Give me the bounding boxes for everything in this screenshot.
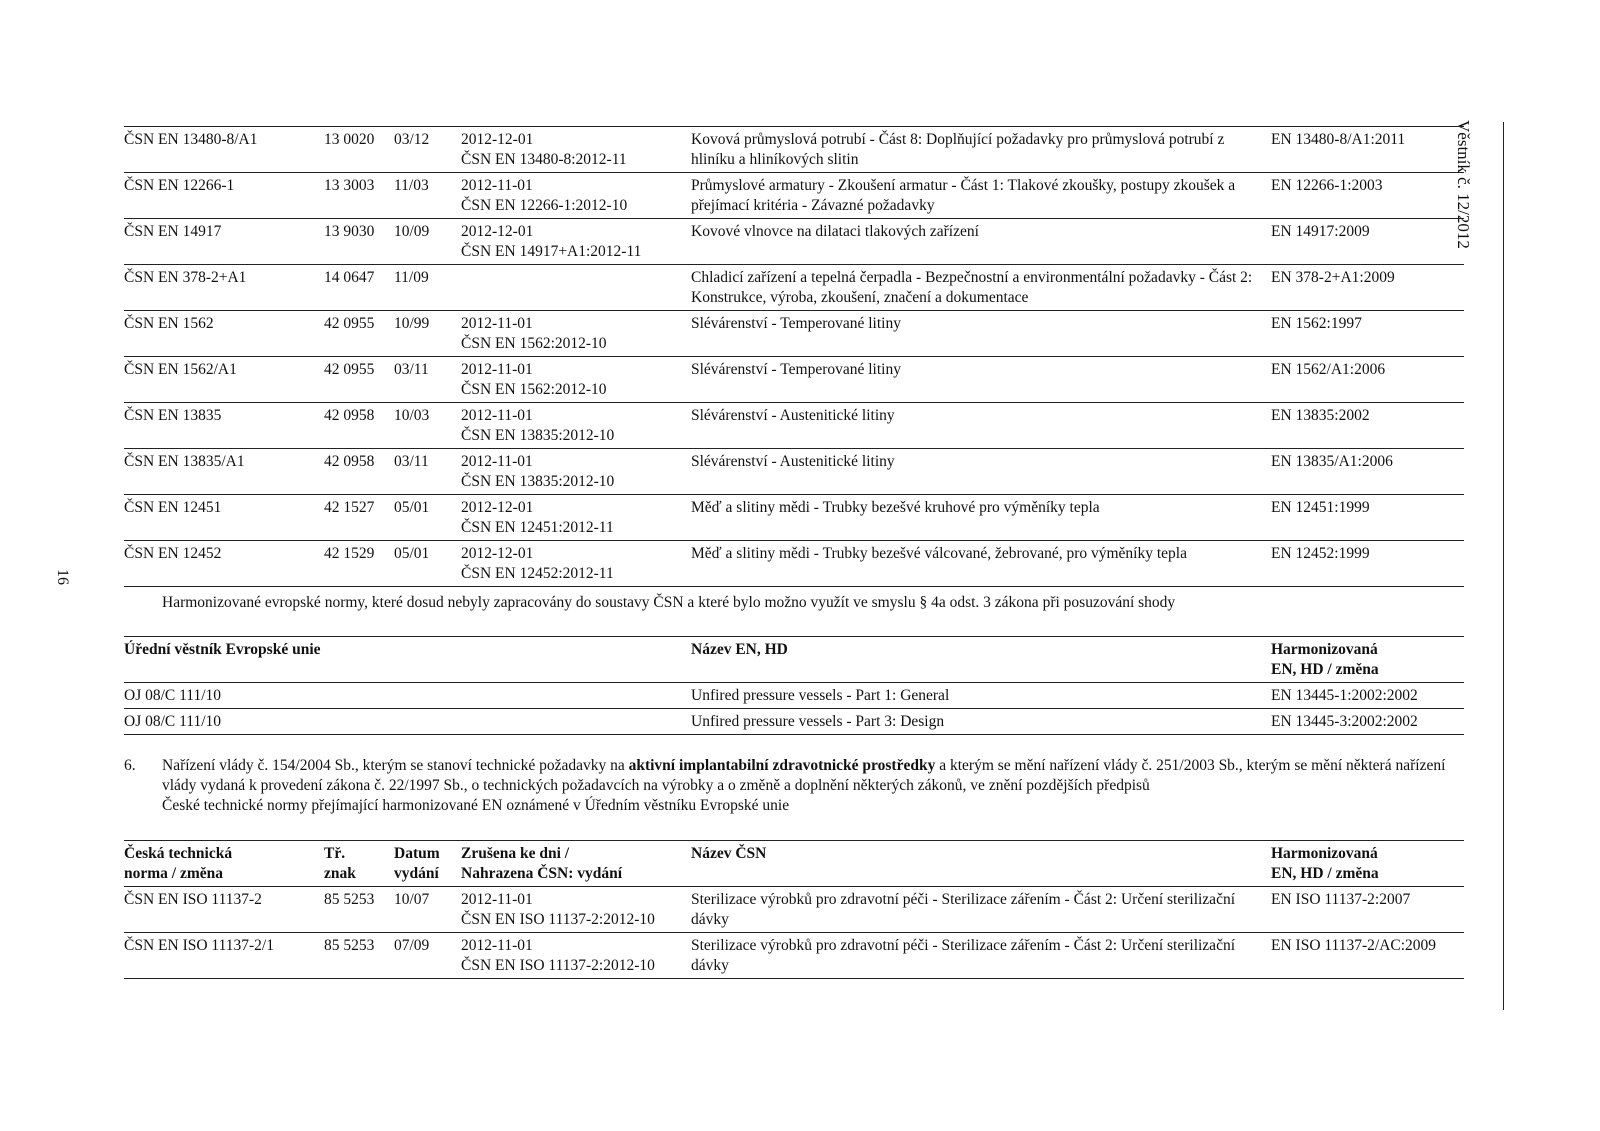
harmonized-cell: EN ISO 11137-2:2007 [1271, 887, 1464, 933]
class-cell: 85 5253 [324, 933, 394, 979]
header-harmonized: Harmonizovaná EN, HD / změna [1271, 841, 1464, 887]
bottom-table-header [124, 841, 1464, 887]
table-row [124, 265, 1464, 311]
class-cell: 13 3003 [324, 173, 394, 219]
bottom-table-body [124, 887, 1464, 979]
section-6-subtitle: České technické normy přejímající harmonizované EN oznámené v Úředním věstníku Evropské unie [162, 797, 790, 814]
table-row [124, 449, 1464, 495]
date-cell: 10/07 [394, 887, 461, 933]
title-cell: Sterilizace výrobků pro zdravotní péči - Sterilizace zářením - Část 2: Určení sterilizační dávky [691, 887, 1271, 933]
oj-header-title: Název EN, HD [691, 637, 1271, 683]
section-number: 6. [124, 757, 136, 774]
header-class: Tř. znak [324, 841, 394, 887]
page-number: 16 [54, 569, 71, 585]
table-row [124, 219, 1464, 265]
norm-cell: ČSN EN 13835 [124, 403, 324, 449]
date-cell: 03/12 [394, 127, 461, 173]
oj-table-body [124, 683, 1464, 735]
table-row [124, 173, 1464, 219]
oj-table [124, 636, 1464, 735]
cancel-cell [461, 449, 691, 495]
cancel-cell [461, 541, 691, 587]
norm-cell: ČSN EN 12452 [124, 541, 324, 587]
journal-cell: OJ 08/C 111/10 [124, 709, 691, 735]
title-cell: Slévárenství - Temperované litiny [691, 357, 1271, 403]
title-cell: Slévárenství - Temperované litiny [691, 311, 1271, 357]
harmonized-cell: EN 12451:1999 [1271, 495, 1464, 541]
class-cell: 13 0020 [324, 127, 394, 173]
norm-cell: ČSN EN ISO 11137-2/1 [124, 933, 324, 979]
norm-cell: ČSN EN 378-2+A1 [124, 265, 324, 311]
cancel-date: 2012-11-01 [461, 407, 533, 424]
cancel-date: 2012-12-01 [461, 499, 534, 516]
date-cell: 11/03 [394, 173, 461, 219]
cancel-cell [461, 127, 691, 173]
title-cell: Průmyslové armatury - Zkoušení armatur - Část 1: Tlakové zkoušky, postupy zkoušek a přejímací kritéria - Závazné požadavky [691, 173, 1271, 219]
harmonized-cell: EN 13835:2002 [1271, 403, 1464, 449]
title-cell: Měď a slitiny mědi - Trubky bezešvé válcované, žebrované, pro výměníky tepla [691, 541, 1271, 587]
table-row [124, 541, 1464, 587]
cancel-cell [461, 265, 691, 311]
date-cell: 10/03 [394, 403, 461, 449]
cancel-cell [461, 219, 691, 265]
oj-header-harmonized: Harmonizovaná EN, HD / změna [1271, 637, 1464, 683]
table-row [124, 127, 1464, 173]
title-cell: Sterilizace výrobků pro zdravotní péči - Sterilizace zářením - Část 2: Určení sterilizační dávky [691, 933, 1271, 979]
harmonized-cell: EN ISO 11137-2/AC:2009 [1271, 933, 1464, 979]
class-cell: 42 0958 [324, 449, 394, 495]
title-cell: Unfired pressure vessels - Part 1: General [691, 683, 1271, 709]
table-row [124, 403, 1464, 449]
standards-table-top [124, 126, 1464, 587]
class-cell: 85 5253 [324, 887, 394, 933]
class-cell: 42 1529 [324, 541, 394, 587]
cancel-cell [461, 495, 691, 541]
replaced-by: ČSN EN 13480-8:2012-11 [461, 151, 627, 168]
norm-cell: ČSN EN 13480-8/A1 [124, 127, 324, 173]
journal-cell: OJ 08/C 111/10 [124, 683, 691, 709]
norm-cell: ČSN EN 12451 [124, 495, 324, 541]
replaced-by: ČSN EN 12266-1:2012-10 [461, 197, 628, 214]
header-norm: Česká technická norma / změna [124, 841, 324, 887]
section-6-text-after: a kterým se mění nařízení vlády č. 251/2003 Sb., kterým se mění některá nařízení vlády vydaná k provedení zákona č. 22/1997 Sb., o technických požadavcích na výrobky a o změně a doplnění některých zákonů, ve znění pozdějších předpisů [162, 757, 1446, 794]
cancel-date: 2012-12-01 [461, 131, 534, 148]
table-row [124, 709, 1464, 735]
table-row [124, 357, 1464, 403]
harmonized-intro: Harmonizované evropské normy, které dosud nebyly zapracovány do soustavy ČSN a které bylo možno využít ve smyslu § 4a odst. 3 zákona při posuzování shody [162, 594, 1176, 611]
norm-cell: ČSN EN 13835/A1 [124, 449, 324, 495]
date-cell: 03/11 [394, 357, 461, 403]
date-cell: 10/99 [394, 311, 461, 357]
harmonized-cell: EN 378-2+A1:2009 [1271, 265, 1464, 311]
class-cell: 13 9030 [324, 219, 394, 265]
title-cell: Chladicí zařízení a tepelná čerpadla - Bezpečnostní a environmentální požadavky - Část 2: Konstrukce, výroba, zkoušení, značení a dokumentace [691, 265, 1271, 311]
cancel-cell [461, 357, 691, 403]
replaced-by: ČSN EN 13835:2012-10 [461, 473, 615, 490]
class-cell: 42 1527 [324, 495, 394, 541]
replaced-by: ČSN EN 12451:2012-11 [461, 519, 614, 536]
replaced-by: ČSN EN 1562:2012-10 [461, 381, 607, 398]
replaced-by: ČSN EN 12452:2012-11 [461, 565, 614, 582]
norm-cell: ČSN EN 1562 [124, 311, 324, 357]
cancel-date: 2012-11-01 [461, 453, 533, 470]
harmonized-cell: EN 13445-1:2002:2002 [1271, 683, 1464, 709]
date-cell: 10/09 [394, 219, 461, 265]
class-cell: 42 0958 [324, 403, 394, 449]
cancel-date: 2012-12-01 [461, 545, 534, 562]
table-row [124, 311, 1464, 357]
section-6-text-before: Nařízení vlády č. 154/2004 Sb., kterým se stanoví technické požadavky na [162, 757, 629, 774]
header-title: Název ČSN [691, 841, 1271, 887]
cancel-date: 2012-11-01 [461, 937, 533, 954]
table-row [124, 683, 1464, 709]
replaced-by: ČSN EN 13835:2012-10 [461, 427, 615, 444]
section-6 [124, 756, 1464, 816]
norm-cell: ČSN EN 1562/A1 [124, 357, 324, 403]
harmonized-cell: EN 13480-8/A1:2011 [1271, 127, 1464, 173]
cancel-date: 2012-11-01 [461, 177, 533, 194]
replaced-by: ČSN EN ISO 11137-2:2012-10 [461, 957, 655, 974]
title-cell: Slévárenství - Austenitické litiny [691, 449, 1271, 495]
norm-cell: ČSN EN 14917 [124, 219, 324, 265]
oj-header-journal: Úřední věstník Evropské unie [124, 637, 691, 683]
replaced-by: ČSN EN ISO 11137-2:2012-10 [461, 911, 655, 928]
cancel-cell [461, 933, 691, 979]
cancel-date: 2012-11-01 [461, 361, 533, 378]
cancel-cell [461, 311, 691, 357]
date-cell: 05/01 [394, 495, 461, 541]
title-cell: Slévárenství - Austenitické litiny [691, 403, 1271, 449]
cancel-date: 2012-12-01 [461, 223, 534, 240]
class-cell: 42 0955 [324, 357, 394, 403]
cancel-cell [461, 887, 691, 933]
cancel-date: 2012-11-01 [461, 891, 533, 908]
harmonized-cell: EN 12266-1:2003 [1271, 173, 1464, 219]
harmonized-cell: EN 12452:1999 [1271, 541, 1464, 587]
standards-table-bottom [124, 840, 1464, 979]
replaced-by: ČSN EN 14917+A1:2012-11 [461, 243, 642, 260]
side-rule [1503, 122, 1504, 1010]
journal-issue-label: Věstník č. 12/2012 [1454, 120, 1473, 249]
section-6-text-bold: aktivní implantabilní zdravotnické prostředky [628, 757, 936, 774]
class-cell: 14 0647 [324, 265, 394, 311]
oj-table-header [124, 637, 1464, 683]
class-cell: 42 0955 [324, 311, 394, 357]
date-cell: 11/09 [394, 265, 461, 311]
header-cancel: Zrušena ke dni / Nahrazena ČSN: vydání [461, 841, 691, 887]
cancel-cell [461, 403, 691, 449]
title-cell: Kovová průmyslová potrubí - Část 8: Doplňující požadavky pro průmyslová potrubí z hliníku a hliníkových slitin [691, 127, 1271, 173]
title-cell: Unfired pressure vessels - Part 3: Design [691, 709, 1271, 735]
cancel-date: 2012-11-01 [461, 315, 533, 332]
table-row [124, 933, 1464, 979]
side-header [1454, 120, 1495, 270]
norm-cell: ČSN EN ISO 11137-2 [124, 887, 324, 933]
cancel-cell [461, 173, 691, 219]
header-date: Datum vydání [394, 841, 461, 887]
replaced-by: ČSN EN 1562:2012-10 [461, 335, 607, 352]
section-6-body [162, 756, 1464, 816]
harmonized-cell: EN 14917:2009 [1271, 219, 1464, 265]
harmonized-cell: EN 1562/A1:2006 [1271, 357, 1464, 403]
date-cell: 05/01 [394, 541, 461, 587]
title-cell: Kovové vlnovce na dilataci tlakových zařízení [691, 219, 1271, 265]
date-cell: 03/11 [394, 449, 461, 495]
norm-cell: ČSN EN 12266-1 [124, 173, 324, 219]
harmonized-cell: EN 13445-3:2002:2002 [1271, 709, 1464, 735]
harmonized-cell: EN 13835/A1:2006 [1271, 449, 1464, 495]
title-cell: Měď a slitiny mědi - Trubky bezešvé kruhové pro výměníky tepla [691, 495, 1271, 541]
table-row [124, 495, 1464, 541]
harmonized-cell: EN 1562:1997 [1271, 311, 1464, 357]
date-cell: 07/09 [394, 933, 461, 979]
standards-table-top-body [124, 127, 1464, 587]
table-row [124, 887, 1464, 933]
